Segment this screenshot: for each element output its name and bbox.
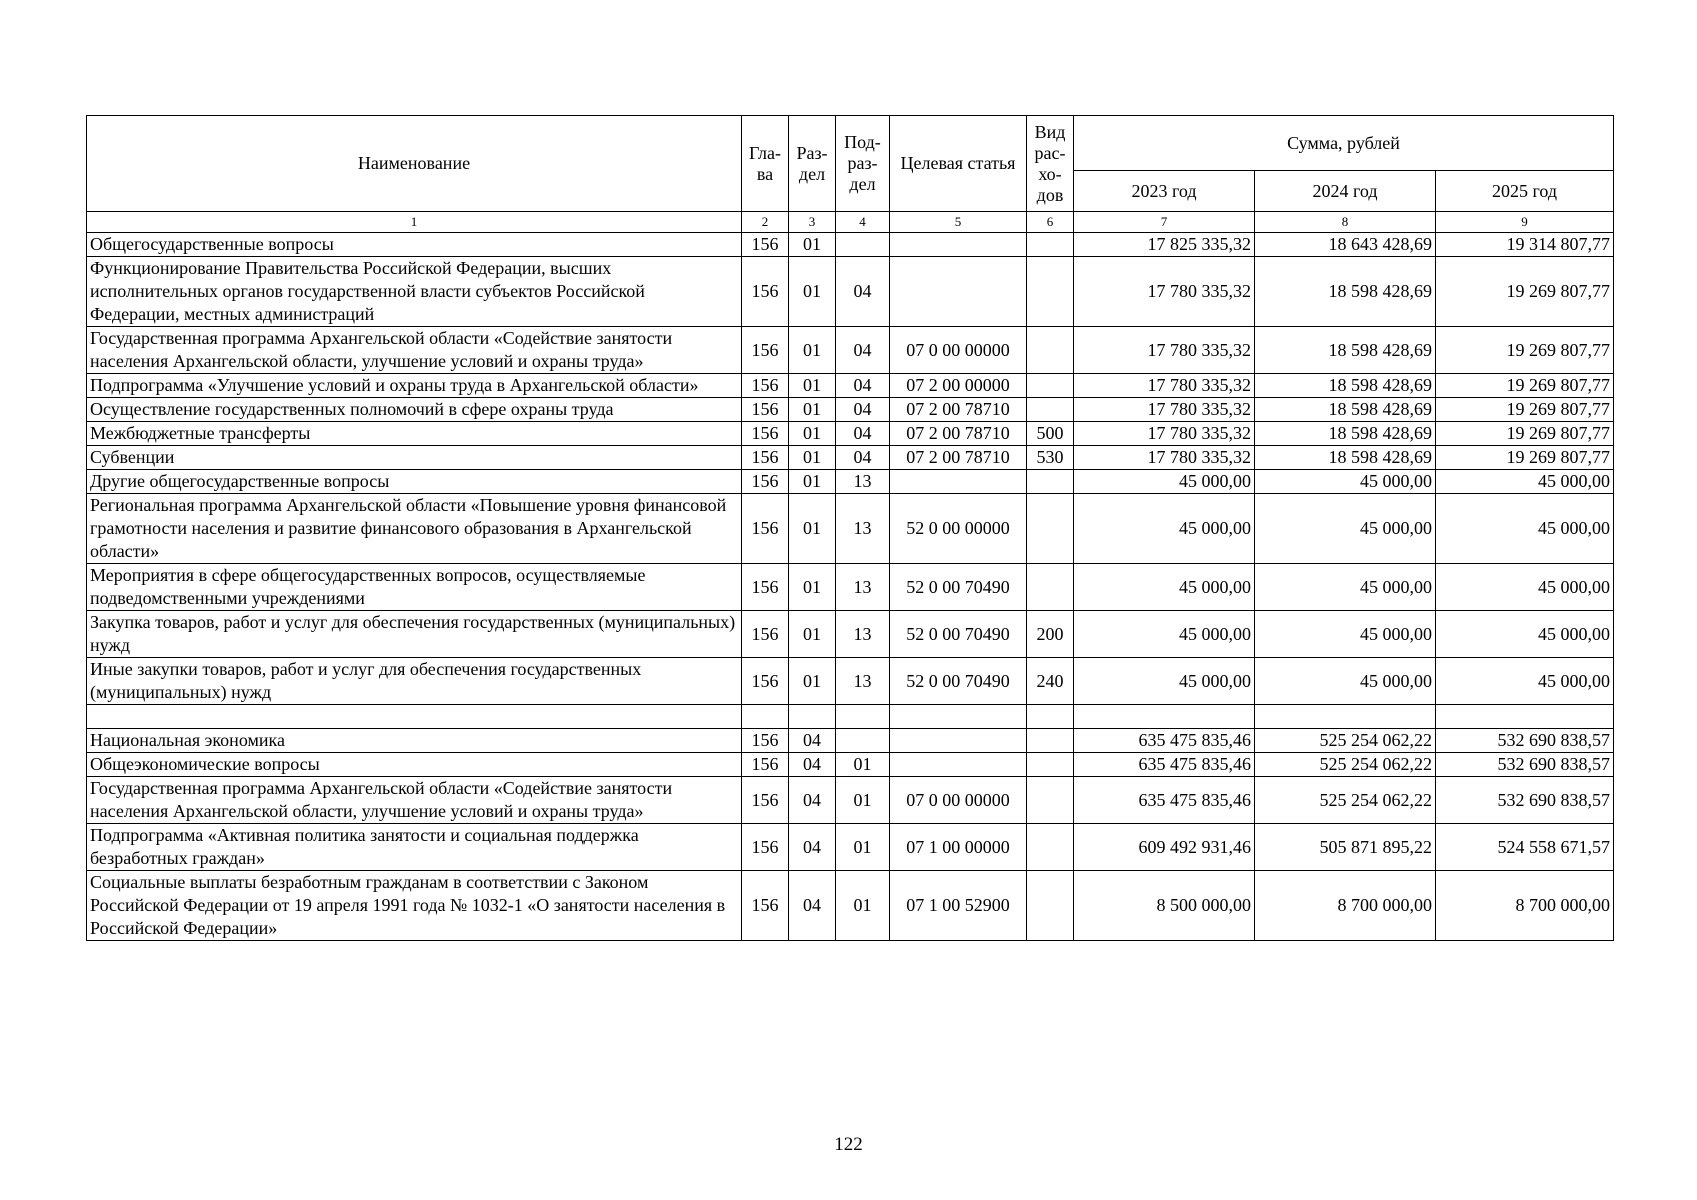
- row-sum-2023: [1074, 705, 1255, 729]
- row-expense-type: 240: [1027, 658, 1074, 705]
- row-podrazdel: 13: [836, 470, 890, 494]
- row-target-article: 07 1 00 52900: [890, 871, 1027, 941]
- row-sum-2025: 8 700 000,00: [1436, 871, 1614, 941]
- row-sum-2023: 17 780 335,32: [1074, 446, 1255, 470]
- header-razdel: Раз-дел: [789, 116, 836, 212]
- row-sum-2024: 505 871 895,22: [1255, 824, 1436, 871]
- row-sum-2023: 45 000,00: [1074, 611, 1255, 658]
- column-number: 5: [890, 212, 1027, 233]
- row-sum-2023: 17 780 335,32: [1074, 257, 1255, 327]
- row-razdel: 04: [789, 777, 836, 824]
- row-target-article: 52 0 00 00000: [890, 494, 1027, 564]
- row-sum-2025: 532 690 838,57: [1436, 753, 1614, 777]
- row-sum-2024: 525 254 062,22: [1255, 753, 1436, 777]
- row-glava: 156: [742, 753, 789, 777]
- table-row: [87, 233, 1614, 257]
- table-row: [87, 871, 1614, 941]
- row-razdel: 01: [789, 564, 836, 611]
- row-expense-type: 500: [1027, 422, 1074, 446]
- row-sum-2023: 45 000,00: [1074, 470, 1255, 494]
- header-target-article: Целевая статья: [890, 116, 1027, 212]
- table-row: [87, 374, 1614, 398]
- table-row: [87, 422, 1614, 446]
- table-row: [87, 705, 1614, 729]
- row-sum-2024: 18 598 428,69: [1255, 327, 1436, 374]
- row-razdel: 04: [789, 729, 836, 753]
- row-sum-2025: 45 000,00: [1436, 494, 1614, 564]
- row-target-article: 07 1 00 00000: [890, 824, 1027, 871]
- row-expense-type: [1027, 564, 1074, 611]
- row-razdel: 01: [789, 257, 836, 327]
- row-name: Общегосударственные вопросы: [87, 233, 742, 257]
- row-expense-type: [1027, 257, 1074, 327]
- row-sum-2024: 18 598 428,69: [1255, 257, 1436, 327]
- row-sum-2023: 45 000,00: [1074, 658, 1255, 705]
- row-sum-2024: 45 000,00: [1255, 470, 1436, 494]
- column-number: 6: [1027, 212, 1074, 233]
- row-sum-2023: 635 475 835,46: [1074, 753, 1255, 777]
- row-name: Региональная программа Архангельской области «Повышение уровня финансовой грамотности населения и развитие финансового образования в Архангельской области»: [87, 494, 742, 564]
- table-row: [87, 398, 1614, 422]
- row-razdel: 04: [789, 753, 836, 777]
- row-name: Функционирование Правительства Российской Федерации, высших исполнительных органов государственной власти субъектов Российской Федерации, местных администраций: [87, 257, 742, 327]
- table-row: [87, 777, 1614, 824]
- row-podrazdel: 04: [836, 446, 890, 470]
- row-target-article: [890, 729, 1027, 753]
- row-expense-type: [1027, 374, 1074, 398]
- header-podrazdel: Под-раз-дел: [836, 116, 890, 212]
- table-row: [87, 257, 1614, 327]
- table-header: [87, 116, 1614, 233]
- header-name: Наименование: [87, 116, 742, 212]
- row-sum-2024: 18 598 428,69: [1255, 422, 1436, 446]
- row-name: Иные закупки товаров, работ и услуг для обеспечения государственных (муниципальных) нужд: [87, 658, 742, 705]
- row-razdel: 01: [789, 611, 836, 658]
- row-expense-type: [1027, 398, 1074, 422]
- table-row: [87, 564, 1614, 611]
- row-sum-2024: 45 000,00: [1255, 611, 1436, 658]
- row-sum-2023: 17 780 335,32: [1074, 398, 1255, 422]
- header-year-2024: 2024 год: [1255, 171, 1436, 212]
- row-target-article: [890, 233, 1027, 257]
- row-sum-2025: 524 558 671,57: [1436, 824, 1614, 871]
- row-podrazdel: [836, 729, 890, 753]
- row-sum-2025: 19 269 807,77: [1436, 257, 1614, 327]
- row-podrazdel: 01: [836, 871, 890, 941]
- row-sum-2024: 8 700 000,00: [1255, 871, 1436, 941]
- row-glava: 156: [742, 398, 789, 422]
- row-target-article: [890, 753, 1027, 777]
- row-sum-2025: 19 269 807,77: [1436, 327, 1614, 374]
- row-razdel: 01: [789, 422, 836, 446]
- column-number: 2: [742, 212, 789, 233]
- column-number: 3: [789, 212, 836, 233]
- row-name: Подпрограмма «Улучшение условий и охраны труда в Архангельской области»: [87, 374, 742, 398]
- row-expense-type: [1027, 777, 1074, 824]
- row-expense-type: [1027, 470, 1074, 494]
- row-podrazdel: 01: [836, 777, 890, 824]
- row-sum-2025: 45 000,00: [1436, 564, 1614, 611]
- row-sum-2023: 635 475 835,46: [1074, 729, 1255, 753]
- row-sum-2024: [1255, 705, 1436, 729]
- row-name: Субвенции: [87, 446, 742, 470]
- column-number: 8: [1255, 212, 1436, 233]
- row-sum-2023: 17 780 335,32: [1074, 422, 1255, 446]
- row-razdel: [789, 705, 836, 729]
- header-sum: Сумма, рублей: [1074, 116, 1614, 171]
- row-glava: 156: [742, 611, 789, 658]
- row-glava: 156: [742, 257, 789, 327]
- row-razdel: 01: [789, 398, 836, 422]
- row-expense-type: [1027, 824, 1074, 871]
- header-glava: Гла-ва: [742, 116, 789, 212]
- row-glava: 156: [742, 470, 789, 494]
- row-target-article: 07 0 00 00000: [890, 327, 1027, 374]
- row-podrazdel: 01: [836, 824, 890, 871]
- row-podrazdel: 13: [836, 611, 890, 658]
- row-target-article: 07 0 00 00000: [890, 777, 1027, 824]
- row-sum-2025: 532 690 838,57: [1436, 777, 1614, 824]
- row-podrazdel: 04: [836, 257, 890, 327]
- row-expense-type: 200: [1027, 611, 1074, 658]
- row-sum-2025: 19 269 807,77: [1436, 374, 1614, 398]
- row-podrazdel: 01: [836, 753, 890, 777]
- row-target-article: [890, 705, 1027, 729]
- budget-table: [86, 115, 1614, 941]
- row-sum-2023: 609 492 931,46: [1074, 824, 1255, 871]
- row-name: Государственная программа Архангельской области «Содействие занятости населения Архангельской области, улучшение условий и охраны труда»: [87, 777, 742, 824]
- row-sum-2023: 17 825 335,32: [1074, 233, 1255, 257]
- row-sum-2025: 45 000,00: [1436, 470, 1614, 494]
- row-expense-type: [1027, 753, 1074, 777]
- row-sum-2024: 525 254 062,22: [1255, 729, 1436, 753]
- row-sum-2023: 45 000,00: [1074, 494, 1255, 564]
- row-target-article: 52 0 00 70490: [890, 658, 1027, 705]
- table-row: [87, 470, 1614, 494]
- row-razdel: 04: [789, 824, 836, 871]
- row-sum-2023: 8 500 000,00: [1074, 871, 1255, 941]
- row-name: Осуществление государственных полномочий в сфере охраны труда: [87, 398, 742, 422]
- row-expense-type: [1027, 729, 1074, 753]
- row-target-article: 07 2 00 78710: [890, 446, 1027, 470]
- row-expense-type: [1027, 705, 1074, 729]
- row-podrazdel: [836, 705, 890, 729]
- row-glava: 156: [742, 374, 789, 398]
- table-body: [87, 233, 1614, 941]
- row-name: Общеэкономические вопросы: [87, 753, 742, 777]
- table-row: [87, 494, 1614, 564]
- row-sum-2024: 45 000,00: [1255, 494, 1436, 564]
- row-razdel: 01: [789, 233, 836, 257]
- row-sum-2025: 532 690 838,57: [1436, 729, 1614, 753]
- row-expense-type: [1027, 871, 1074, 941]
- row-glava: 156: [742, 777, 789, 824]
- row-glava: 156: [742, 658, 789, 705]
- row-expense-type: [1027, 327, 1074, 374]
- row-razdel: 04: [789, 871, 836, 941]
- row-razdel: 01: [789, 470, 836, 494]
- row-razdel: 01: [789, 494, 836, 564]
- row-name: [87, 705, 742, 729]
- row-target-article: [890, 257, 1027, 327]
- row-podrazdel: 13: [836, 494, 890, 564]
- row-name: Национальная экономика: [87, 729, 742, 753]
- row-sum-2025: 19 314 807,77: [1436, 233, 1614, 257]
- row-podrazdel: 13: [836, 564, 890, 611]
- row-podrazdel: 04: [836, 374, 890, 398]
- row-podrazdel: 04: [836, 422, 890, 446]
- row-sum-2025: [1436, 705, 1614, 729]
- row-podrazdel: [836, 233, 890, 257]
- row-target-article: 07 2 00 78710: [890, 422, 1027, 446]
- row-glava: [742, 705, 789, 729]
- row-glava: 156: [742, 422, 789, 446]
- row-glava: 156: [742, 494, 789, 564]
- page-number: 122: [834, 1134, 863, 1155]
- header-expense-type: Вид рас-хо-дов: [1027, 116, 1074, 212]
- row-expense-type: 530: [1027, 446, 1074, 470]
- header-year-2025: 2025 год: [1436, 171, 1614, 212]
- row-name: Государственная программа Архангельской области «Содействие занятости населения Архангельской области, улучшение условий и охраны труда»: [87, 327, 742, 374]
- row-glava: 156: [742, 564, 789, 611]
- row-sum-2023: 17 780 335,32: [1074, 327, 1255, 374]
- row-glava: 156: [742, 824, 789, 871]
- row-sum-2025: 45 000,00: [1436, 658, 1614, 705]
- row-razdel: 01: [789, 374, 836, 398]
- row-podrazdel: 04: [836, 398, 890, 422]
- column-number: 9: [1436, 212, 1614, 233]
- row-name: Другие общегосударственные вопросы: [87, 470, 742, 494]
- row-expense-type: [1027, 233, 1074, 257]
- row-sum-2025: 45 000,00: [1436, 611, 1614, 658]
- row-glava: 156: [742, 871, 789, 941]
- row-podrazdel: 04: [836, 327, 890, 374]
- row-podrazdel: 13: [836, 658, 890, 705]
- row-name: Мероприятия в сфере общегосударственных вопросов, осуществляемые подведомственными учреждениями: [87, 564, 742, 611]
- table-row: [87, 753, 1614, 777]
- row-sum-2023: 635 475 835,46: [1074, 777, 1255, 824]
- table-row: [87, 824, 1614, 871]
- column-number-row: [87, 212, 1614, 233]
- row-target-article: 52 0 00 70490: [890, 611, 1027, 658]
- row-sum-2024: 525 254 062,22: [1255, 777, 1436, 824]
- row-name: Социальные выплаты безработным гражданам в соответствии с Законом Российской Федерации от 19 апреля 1991 года № 1032-1 «О занятости населения в Российской Федерации»: [87, 871, 742, 941]
- row-sum-2023: 45 000,00: [1074, 564, 1255, 611]
- row-sum-2025: 19 269 807,77: [1436, 446, 1614, 470]
- row-glava: 156: [742, 233, 789, 257]
- row-sum-2025: 19 269 807,77: [1436, 422, 1614, 446]
- row-sum-2025: 19 269 807,77: [1436, 398, 1614, 422]
- row-target-article: 07 2 00 00000: [890, 374, 1027, 398]
- row-glava: 156: [742, 446, 789, 470]
- header-year-2023: 2023 год: [1074, 171, 1255, 212]
- row-glava: 156: [742, 729, 789, 753]
- column-number: 1: [87, 212, 742, 233]
- row-target-article: [890, 470, 1027, 494]
- table-row: [87, 327, 1614, 374]
- column-number: 4: [836, 212, 890, 233]
- row-sum-2023: 17 780 335,32: [1074, 374, 1255, 398]
- table-row: [87, 658, 1614, 705]
- table-row: [87, 446, 1614, 470]
- row-target-article: 07 2 00 78710: [890, 398, 1027, 422]
- row-name: Подпрограмма «Активная политика занятости и социальная поддержка безработных граждан»: [87, 824, 742, 871]
- row-sum-2024: 18 598 428,69: [1255, 398, 1436, 422]
- row-sum-2024: 18 598 428,69: [1255, 446, 1436, 470]
- row-expense-type: [1027, 494, 1074, 564]
- row-razdel: 01: [789, 658, 836, 705]
- row-target-article: 52 0 00 70490: [890, 564, 1027, 611]
- row-sum-2024: 45 000,00: [1255, 658, 1436, 705]
- row-name: Закупка товаров, работ и услуг для обеспечения государственных (муниципальных) нужд: [87, 611, 742, 658]
- column-number: 7: [1074, 212, 1255, 233]
- row-glava: 156: [742, 327, 789, 374]
- row-razdel: 01: [789, 446, 836, 470]
- row-sum-2024: 18 598 428,69: [1255, 374, 1436, 398]
- table-row: [87, 611, 1614, 658]
- row-sum-2024: 18 643 428,69: [1255, 233, 1436, 257]
- row-sum-2024: 45 000,00: [1255, 564, 1436, 611]
- row-name: Межбюджетные трансферты: [87, 422, 742, 446]
- table-row: [87, 729, 1614, 753]
- row-razdel: 01: [789, 327, 836, 374]
